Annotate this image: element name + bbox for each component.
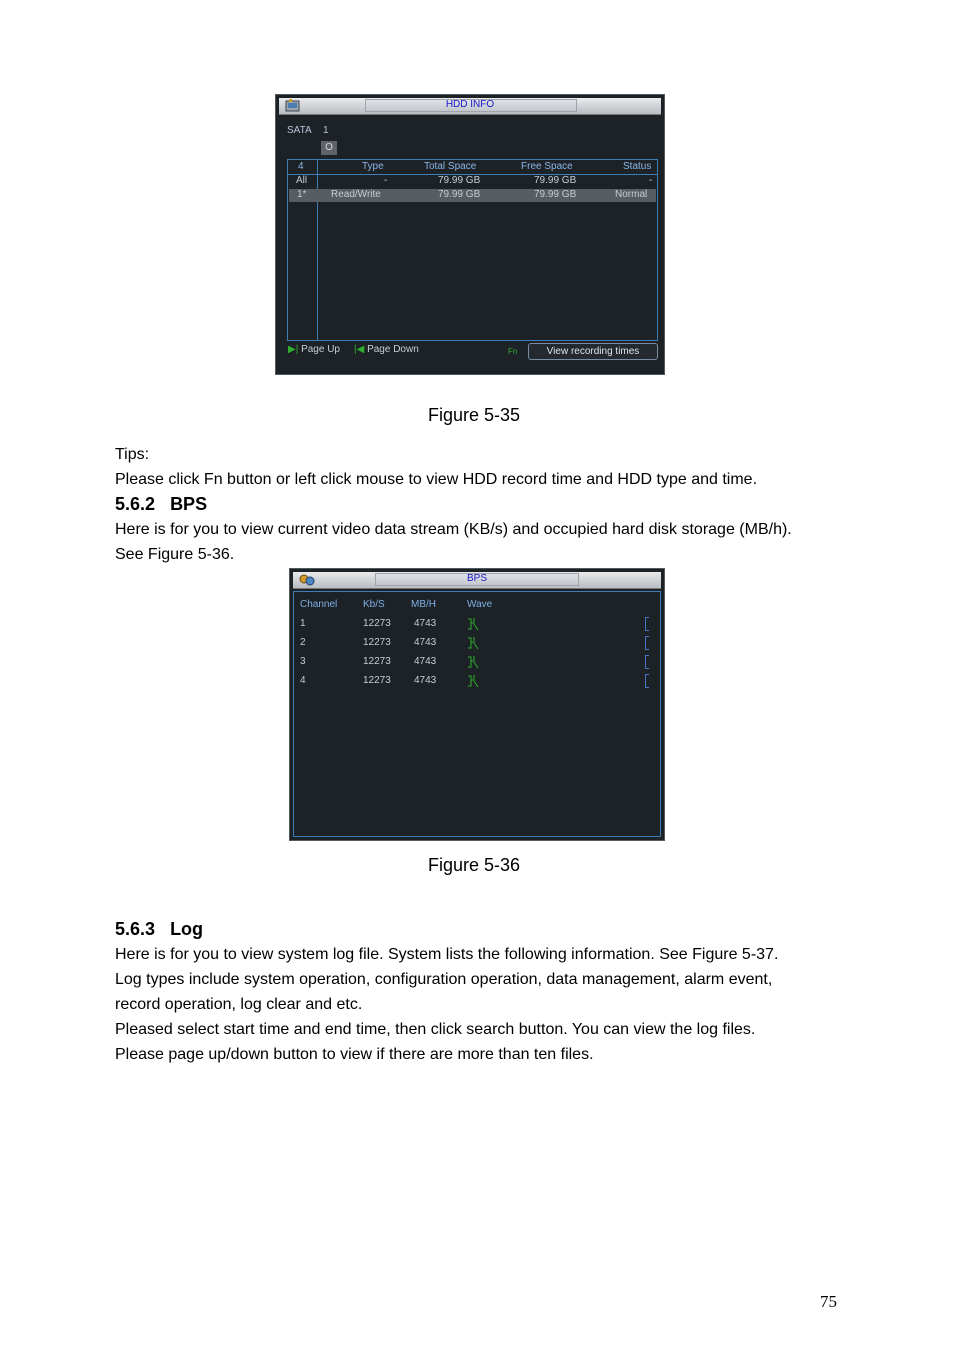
log-paragraph-line: record operation, log clear and etc.: [115, 996, 363, 1013]
row-status: Normal: [615, 189, 648, 200]
figure-35-caption: Figure 5-35: [428, 405, 521, 425]
log-paragraph-line: Pleased select start time and end time, then click search button. You can view the log files.: [115, 1021, 756, 1038]
hdd-table: [287, 159, 658, 341]
col-header-mbh: MB/H: [411, 599, 436, 610]
page-down-hint[interactable]: [354, 344, 419, 355]
col-header-count: 4: [298, 161, 304, 172]
log-paragraph-line: Log types include system operation, configuration operation, data management, alarm event,: [115, 971, 773, 988]
wave-scale-bracket: [645, 655, 649, 669]
row-free-space: 79.99 GB: [534, 189, 577, 200]
mbh-value: 4743: [414, 618, 437, 629]
wave-graph-icon: [467, 617, 479, 631]
row-index: All: [296, 175, 308, 186]
section-number: 5.6.3: [115, 919, 156, 939]
section-heading-log: [115, 919, 203, 940]
col-header-type: Type: [362, 161, 384, 172]
bps-window: [289, 568, 665, 841]
col-header-total-space: Total Space: [424, 161, 477, 172]
col-header-free-space: Free Space: [521, 161, 573, 172]
table-column-divider: [317, 160, 318, 340]
log-paragraph-line: Here is for you to view system log file. System lists the following information. See Figure 5-37.: [115, 946, 779, 963]
wave-graph-icon: [467, 655, 479, 669]
row-total-space: 79.99 GB: [438, 175, 481, 186]
section-number: 5.6.2: [115, 494, 156, 514]
channel-number: 1: [300, 618, 306, 629]
hdd-info-titlebar: [279, 98, 661, 115]
channel-number: 4: [300, 675, 306, 686]
col-header-wave: Wave: [467, 599, 493, 610]
kbs-value: 12273: [363, 618, 391, 629]
section-heading-bps: [115, 494, 207, 515]
sata-label: SATA: [287, 125, 312, 136]
wave-scale-bracket: [645, 617, 649, 631]
wave-scale-bracket: [645, 636, 649, 650]
log-paragraph-line: Please page up/down button to view if there are more than ten files.: [115, 1046, 594, 1063]
page-down-icon: |◀: [354, 344, 365, 355]
col-header-status: Status: [623, 161, 652, 172]
kbs-value: 12273: [363, 675, 391, 686]
kbs-value: 12273: [363, 637, 391, 648]
page-up-icon: ▶|: [288, 344, 299, 355]
mbh-value: 4743: [414, 637, 437, 648]
wave-graph-icon: [467, 674, 479, 688]
section-title: BPS: [170, 494, 208, 514]
tips-heading: Tips:: [115, 446, 150, 463]
bps-paragraph-line: See Figure 5-36.: [115, 546, 235, 563]
section-title: Log: [170, 919, 204, 939]
page-up-hint[interactable]: [288, 344, 340, 355]
channel-number: 3: [300, 656, 306, 667]
kbs-value: 12273: [363, 656, 391, 667]
sata-number: 1: [323, 125, 329, 136]
row-type: Read/Write: [331, 189, 381, 200]
channel-number: 2: [300, 637, 306, 648]
col-header-channel: Channel: [300, 599, 338, 610]
mbh-value: 4743: [414, 675, 437, 686]
page-up-label: Page Up: [301, 344, 340, 355]
wave-scale-bracket: [645, 674, 649, 688]
view-recording-times-button[interactable]: View recording times: [528, 343, 658, 360]
figure-36-caption: Figure 5-36: [428, 855, 521, 875]
mbh-value: 4743: [414, 656, 437, 667]
wave-graph-icon: [467, 636, 479, 650]
bps-paragraph-line: Here is for you to view current video data stream (KB/s) and occupied hard disk storage (MB/h).: [115, 521, 792, 538]
hdd-info-window: [275, 94, 665, 375]
row-free-space: 79.99 GB: [534, 175, 577, 186]
page-down-label: Page Down: [367, 344, 419, 355]
row-index: 1*: [297, 189, 307, 200]
bps-title: BPS: [466, 573, 487, 584]
fn-key-hint: Fn: [508, 347, 518, 356]
sata-status-box[interactable]: O: [321, 141, 337, 155]
tips-text: Please click Fn button or left click mouse to view HDD record time and HDD type and time.: [115, 471, 758, 488]
bps-titlebar: [293, 572, 661, 589]
page-number: 75: [820, 1292, 837, 1311]
hdd-info-title: HDD INFO: [445, 99, 495, 110]
col-header-kbs: Kb/S: [363, 599, 385, 610]
row-status: -: [649, 175, 653, 186]
row-total-space: 79.99 GB: [438, 189, 481, 200]
row-type: -: [384, 175, 388, 186]
